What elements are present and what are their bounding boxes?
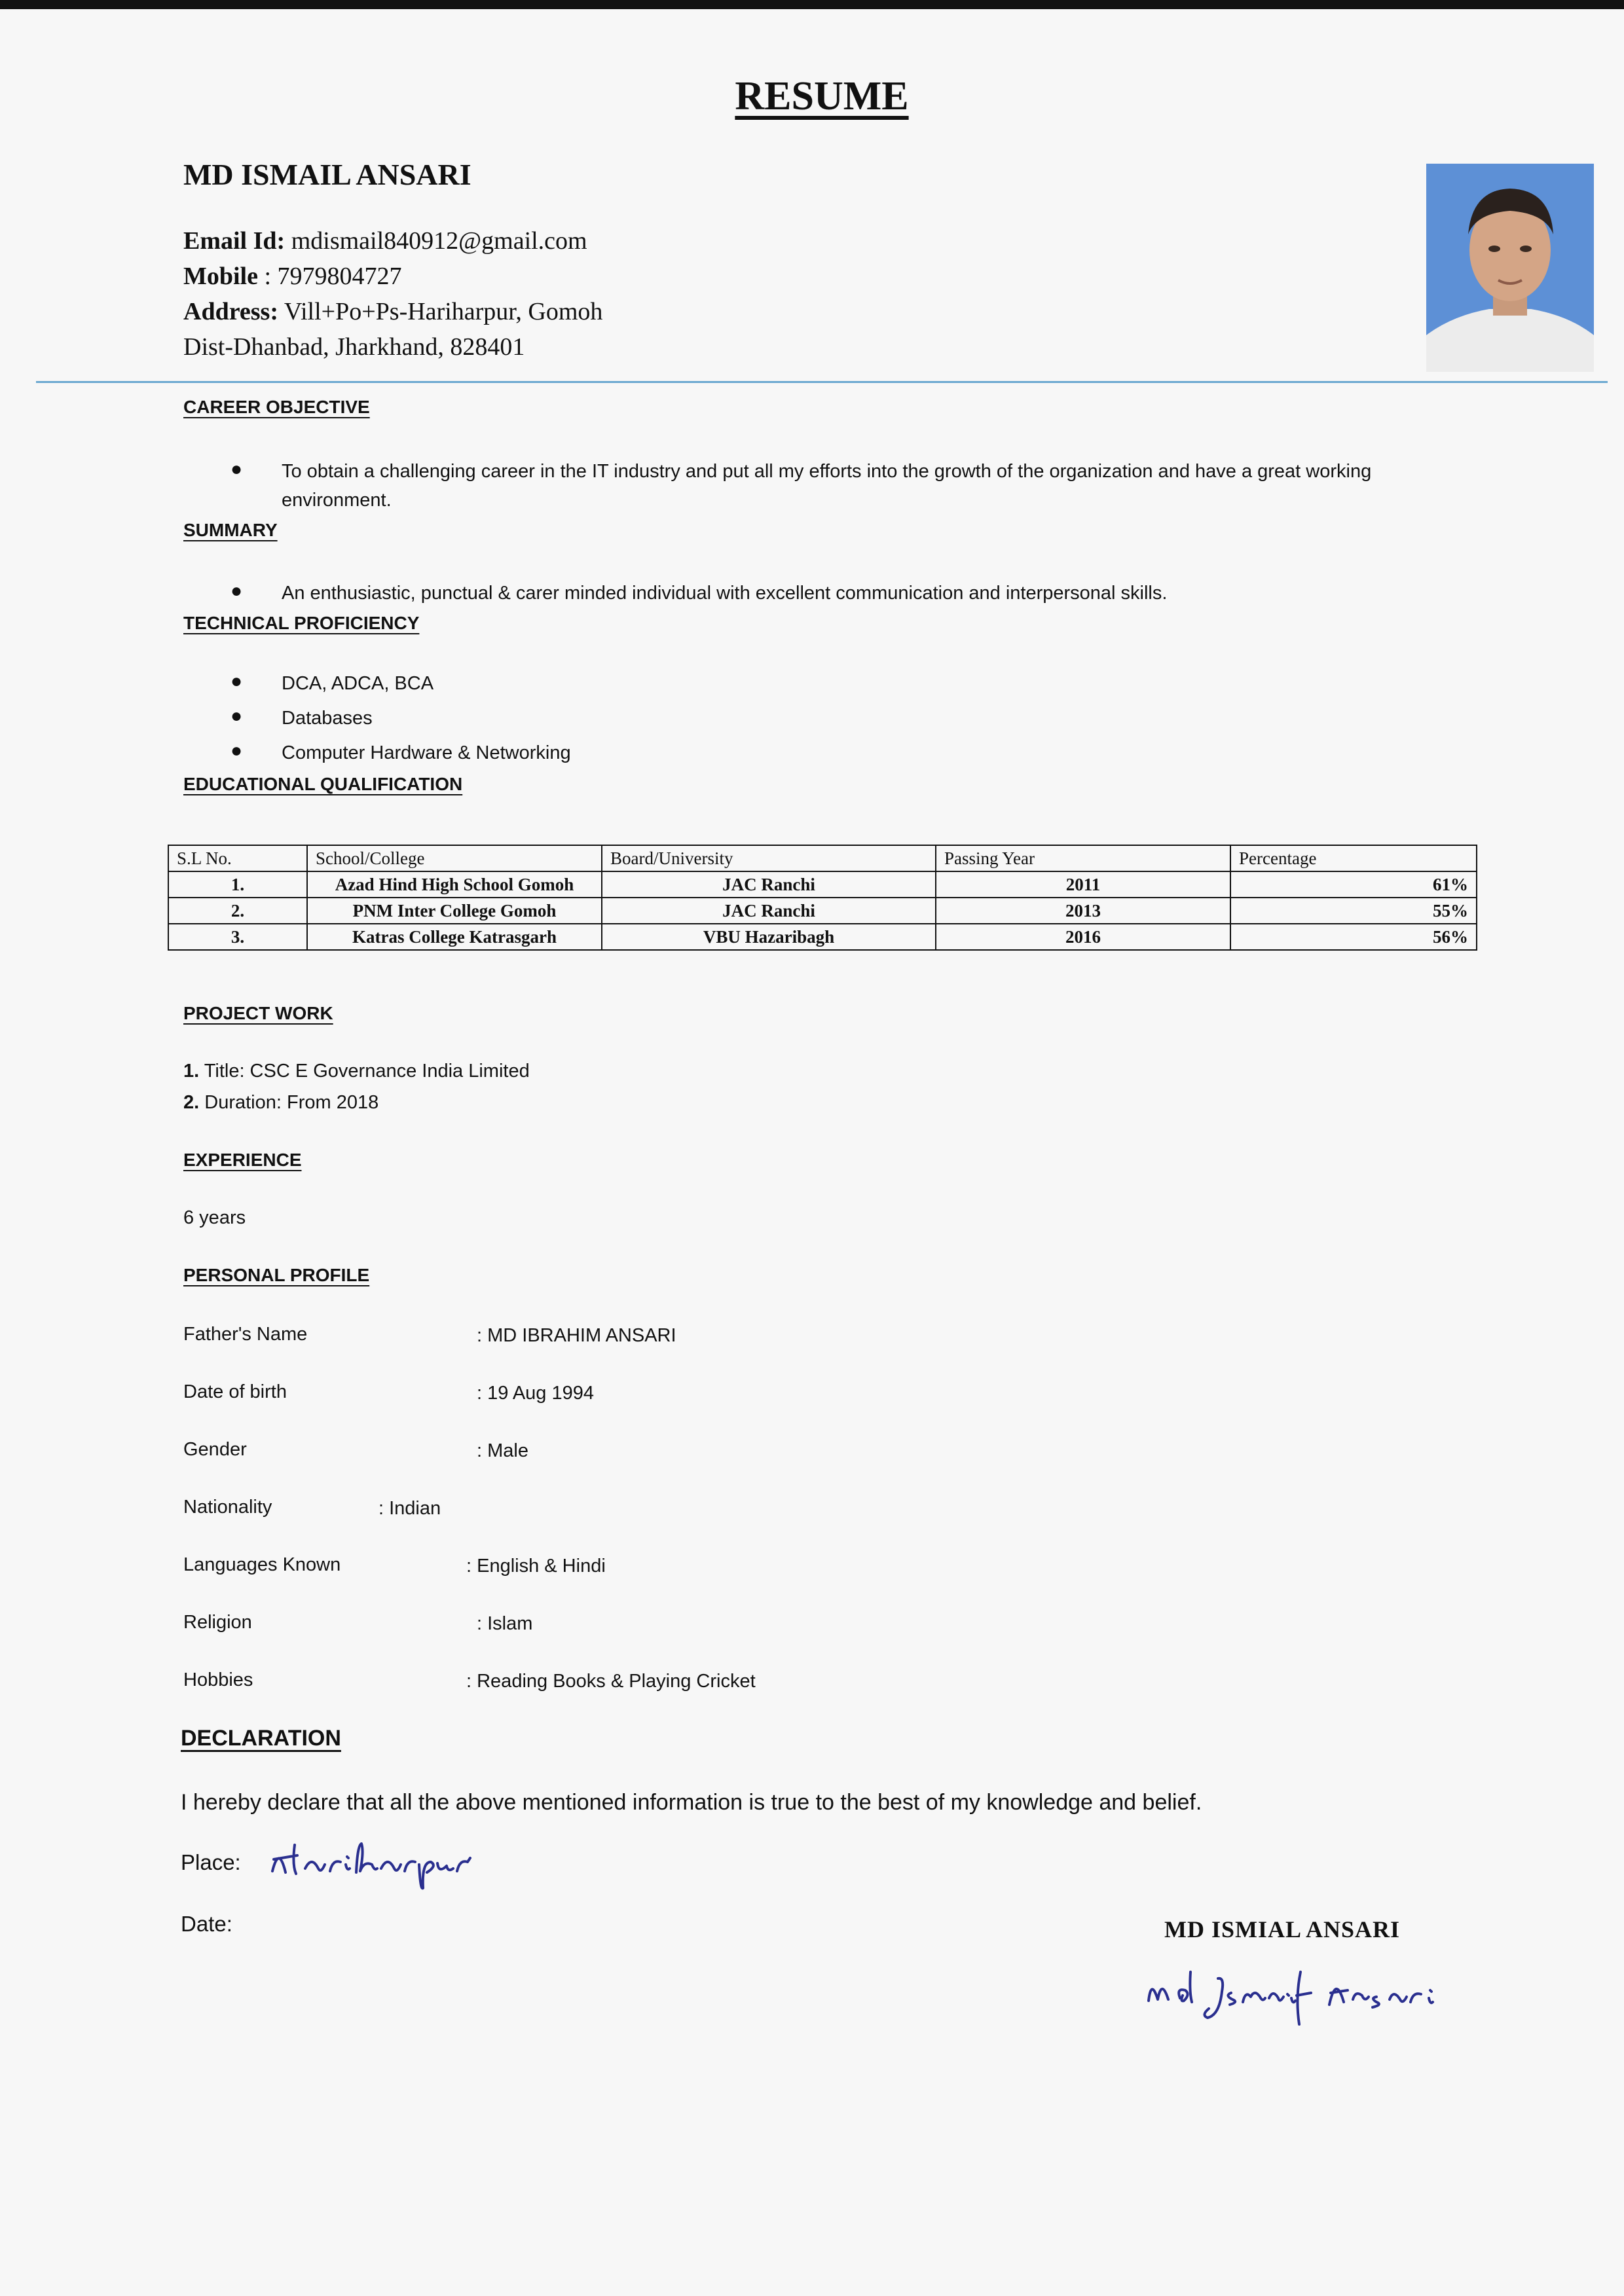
technical-item: DCA, ADCA, BCA [282,673,434,694]
scan-top-edge [0,0,1624,9]
table-cell: 3. [168,924,307,950]
table-cell: VBU Hazaribagh [602,924,936,950]
document-title: RESUME [735,74,909,118]
email-label: Email Id: [183,227,286,255]
table-cell: JAC Ranchi [602,898,936,924]
table-cell: Azad Hind High School Gomoh [307,871,602,898]
table-cell: 56% [1230,924,1477,950]
profile-label: Languages Known [183,1554,341,1575]
profile-label: Religion [183,1612,252,1633]
profile-value: : Male [477,1440,528,1461]
table-cell: 55% [1230,898,1477,924]
handwritten-signature [1139,1959,1493,2031]
personal-heading: PERSONAL PROFILE [183,1265,370,1285]
career-objective-heading: CAREER OBJECTIVE [183,397,370,417]
date-label: Date: [181,1912,232,1936]
address-line-1 [183,297,602,326]
summary-heading: SUMMARY [183,520,278,540]
column-header: S.L No. [168,845,307,871]
address-value-1: Vill+Po+Ps-Hariharpur, Gomoh [284,298,603,325]
table-cell: JAC Ranchi [602,871,936,898]
technical-item: Computer Hardware & Networking [282,742,571,763]
project-item-number: 1. [183,1061,200,1082]
education-table [168,845,1477,951]
experience-text: 6 years [183,1207,246,1228]
table-cell: 2. [168,898,307,924]
profile-value: : Reading Books & Playing Cricket [466,1671,756,1692]
table-row [168,924,1477,950]
technical-heading: TECHNICAL PROFICIENCY [183,613,420,633]
career-objective-line-1: To obtain a challenging career in the IT industry and put all my efforts into the growth of the organization and have a great working [282,461,1372,482]
candidate-name: MD ISMAIL ANSARI [183,158,471,191]
experience-heading: EXPERIENCE [183,1150,302,1170]
email-line [183,227,587,255]
address-label: Address: [183,298,278,325]
table-cell: 1. [168,871,307,898]
project-item-text: Duration: From 2018 [204,1092,379,1113]
profile-value: : MD IBRAHIM ANSARI [477,1325,676,1346]
column-header: Percentage [1230,845,1477,871]
column-header: Board/University [602,845,936,871]
technical-item: Databases [282,708,373,729]
project-item-2 [183,1092,378,1114]
column-header: School/College [307,845,602,871]
bullet: ● [231,580,243,602]
mobile-label: Mobile [183,263,258,290]
table-cell: Katras College Katrasgarh [307,924,602,950]
place-label: Place: [181,1850,241,1874]
bullet: ● [231,740,243,761]
table-cell: 2013 [936,898,1230,924]
career-objective-line-2: environment. [282,490,392,511]
profile-label: Date of birth [183,1381,287,1402]
handwritten-place [266,1825,528,1891]
profile-photo [1426,164,1594,372]
bullet: ● [231,670,243,692]
bullet: ● [231,458,243,480]
email-value: mdismail840912@gmail.com [291,227,587,255]
address-line-2: Dist-Dhanbad, Jharkhand, 828401 [183,333,525,361]
profile-value: : English & Hindi [466,1556,606,1576]
project-item-number: 2. [183,1092,200,1113]
bullet: ● [231,705,243,727]
header-divider [36,381,1608,383]
signatory-name: MD ISMIAL ANSARI [1164,1916,1401,1942]
column-header: Passing Year [936,845,1230,871]
table-cell: 61% [1230,871,1477,898]
profile-label: Gender [183,1439,247,1460]
project-item-1 [183,1061,530,1082]
mobile-value: : 7979804727 [264,263,402,290]
table-header-row [168,845,1477,871]
declaration-heading: DECLARATION [181,1726,341,1751]
table-cell: 2016 [936,924,1230,950]
profile-value: : Islam [477,1613,533,1634]
project-item-text: Title: CSC E Governance India Limited [204,1061,530,1082]
declaration-text: I hereby declare that all the above mentioned information is true to the best of my knowledge and belief. [181,1790,1202,1815]
mobile-line [183,262,402,291]
profile-value: : 19 Aug 1994 [477,1383,594,1404]
profile-label: Hobbies [183,1669,253,1690]
summary-text: An enthusiastic, punctual & carer minded individual with excellent communication and interpersonal skills. [282,583,1168,604]
profile-label: Nationality [183,1497,272,1518]
profile-label: Father's Name [183,1324,308,1345]
project-heading: PROJECT WORK [183,1003,333,1023]
table-row [168,898,1477,924]
person-portrait-icon [1426,164,1594,372]
table-cell: PNM Inter College Gomoh [307,898,602,924]
table-cell: 2011 [936,871,1230,898]
profile-value: : Indian [378,1498,441,1519]
education-heading: EDUCATIONAL QUALIFICATION [183,774,463,794]
table-row [168,871,1477,898]
